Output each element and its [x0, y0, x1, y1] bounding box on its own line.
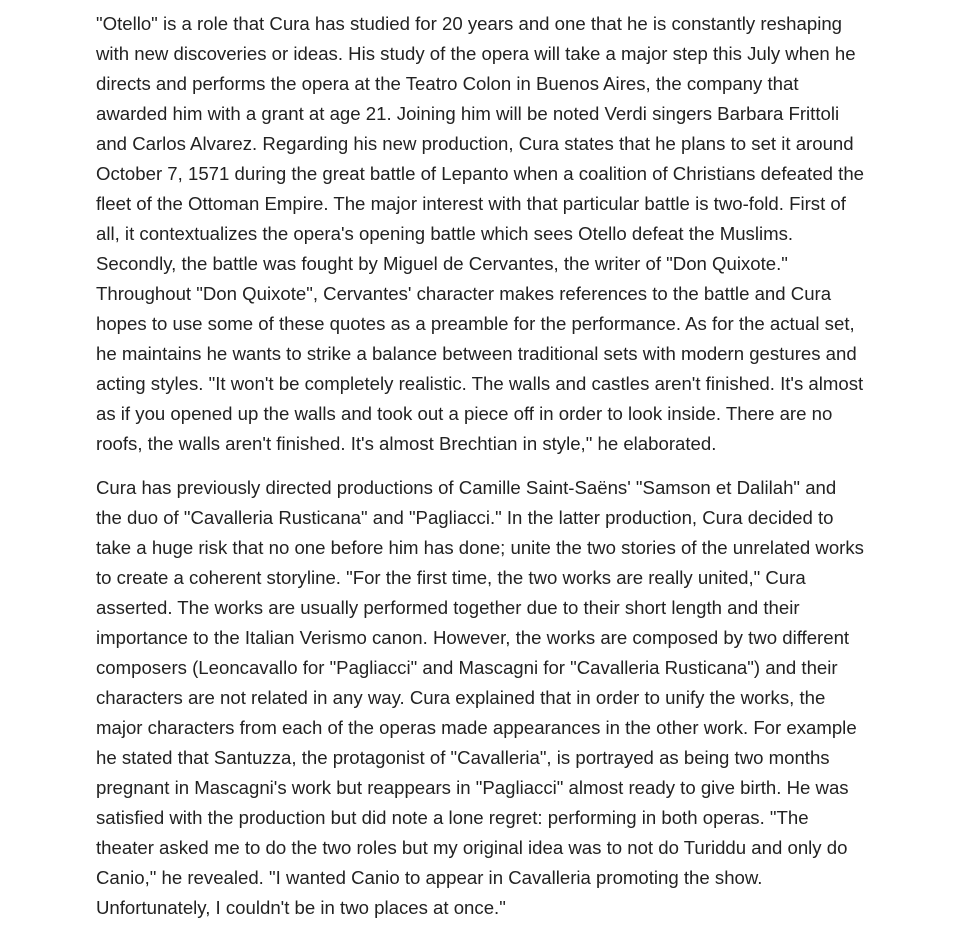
- paragraph-line: and Carlos Alvarez. Regarding his new production, Cura states that he plans to set it around: [96, 133, 854, 154]
- paragraph-line: Cura has previously directed productions of Camille Saint-Saëns' "Samson et Dalilah" and: [96, 477, 837, 498]
- paragraph-line: satisfied with the production but did note a lone regret: performing in both operas. "The: [96, 807, 809, 828]
- paragraph-line: directs and performs the opera at the Teatro Colon in Buenos Aires, the company that: [96, 73, 799, 94]
- paragraph-line: Unfortunately, I couldn't be in two places at once.": [96, 897, 506, 918]
- paragraph-line: the duo of "Cavalleria Rusticana" and "Pagliacci." In the latter production, Cura decided to: [96, 507, 834, 528]
- paragraph-line: acting styles. "It won't be completely realistic. The walls and castles aren't finished. It's almost: [96, 373, 864, 394]
- article-body: [96, 9, 936, 937]
- paragraph-line: "Otello" is a role that Cura has studied for 20 years and one that he is constantly reshaping: [96, 13, 843, 34]
- paragraph-line: he maintains he wants to strike a balance between traditional sets with modern gestures and: [96, 343, 857, 364]
- paragraph-line: roofs, the walls aren't finished. It's almost Brechtian in style," he elaborated.: [96, 433, 717, 454]
- paragraph-line: pregnant in Mascagni's work but reappears in "Pagliacci" almost ready to give birth. He was: [96, 777, 849, 798]
- paragraph-line: as if you opened up the walls and took out a piece off in order to look inside. There are no: [96, 403, 833, 424]
- paragraph-line: characters are not related in any way. Cura explained that in order to unify the works, the: [96, 687, 826, 708]
- paragraph-line: Canio," he revealed. "I wanted Canio to appear in Cavalleria promoting the show.: [96, 867, 763, 888]
- paragraph-line: Throughout "Don Quixote", Cervantes' character makes references to the battle and Cura: [96, 283, 832, 304]
- paragraph-line: awarded him with a grant at age 21. Joining him will be noted Verdi singers Barbara Frittoli: [96, 103, 840, 124]
- paragraph-line: fleet of the Ottoman Empire. The major interest with that particular battle is two-fold. First of: [96, 193, 846, 214]
- paragraph-line: asserted. The works are usually performed together due to their short length and their: [96, 597, 800, 618]
- paragraph-line: October 7, 1571 during the great battle of Lepanto when a coalition of Christians defeated the: [96, 163, 865, 184]
- paragraph-line: to create a coherent storyline. "For the first time, the two works are really united," Cura: [96, 567, 806, 588]
- paragraph-line: composers (Leoncavallo for "Pagliacci" and Mascagni for "Cavalleria Rusticana") and their: [96, 657, 838, 678]
- paragraph-line: major characters from each of the operas made appearances in the other work. For example: [96, 717, 857, 738]
- paragraph-line: hopes to use some of these quotes as a preamble for the performance. As for the actual set,: [96, 313, 855, 334]
- paragraph-1: [96, 9, 936, 459]
- paragraph-2: [96, 473, 936, 923]
- paragraph-line: with new discoveries or ideas. His study of the opera will take a major step this July when he: [96, 43, 856, 64]
- paragraph-line: theater asked me to do the two roles but my original idea was to not do Turiddu and only do: [96, 837, 848, 858]
- paragraph-line: take a huge risk that no one before him has done; unite the two stories of the unrelated works: [96, 537, 864, 558]
- paragraph-line: importance to the Italian Verismo canon. However, the works are composed by two different: [96, 627, 850, 648]
- paragraph-line: Secondly, the battle was fought by Miguel de Cervantes, the writer of "Don Quixote.": [96, 253, 788, 274]
- paragraph-line: all, it contextualizes the opera's opening battle which sees Otello defeat the Muslims.: [96, 223, 794, 244]
- paragraph-line: he stated that Santuzza, the protagonist of "Cavalleria", is portrayed as being two months: [96, 747, 830, 768]
